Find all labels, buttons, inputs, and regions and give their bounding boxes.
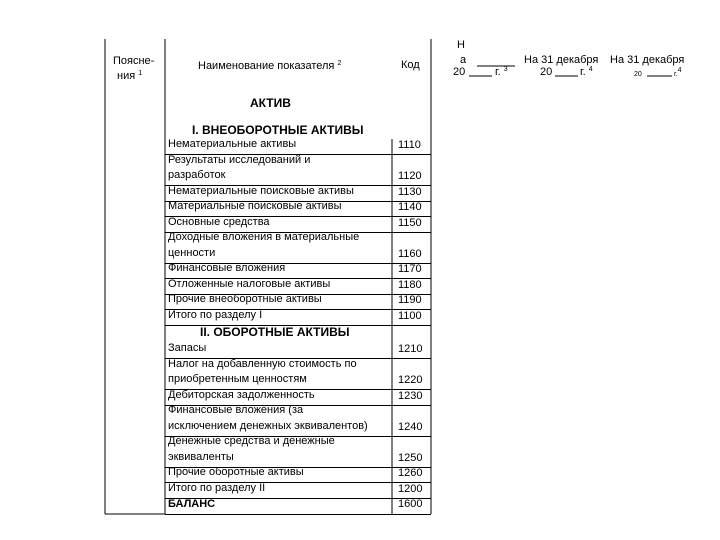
row-code: 1200 (398, 482, 423, 495)
date3-header-year: 20 (634, 71, 642, 78)
date2-header-year: 20 (540, 66, 553, 78)
row-label: Дебиторская задолженность (168, 388, 315, 401)
notes-header-line1: Поясне- (113, 55, 155, 67)
row-code: 1120 (398, 170, 422, 182)
row-code: 1250 (398, 451, 423, 464)
row-code: 1170 (398, 263, 422, 275)
row-label: Доходные вложения в материальные (168, 231, 360, 243)
total-label: БАЛАНС (168, 498, 216, 510)
date3-header-line1: На 31 декабря (610, 54, 685, 66)
row-label: Нематериальные поисковые активы (168, 184, 354, 197)
row-label: разработок (168, 169, 226, 181)
row-label: Финансовые вложения (168, 262, 286, 274)
row-label: ценности (168, 246, 216, 259)
row-label: Прочие оборотные активы (168, 466, 304, 478)
row-code: 1220 (398, 374, 423, 386)
asset-title: АКТИВ (250, 96, 291, 110)
row-label: Запасы (168, 342, 207, 354)
row-code: 1180 (398, 278, 422, 291)
row-code: 1190 (398, 294, 422, 306)
row-code: 1230 (398, 389, 423, 402)
row-code: 1240 (398, 420, 423, 433)
row-label: Денежные средства и денежные (168, 435, 335, 447)
row-label: Налог на добавленную стоимость по (168, 357, 357, 370)
date1-header-line2: а (460, 54, 467, 66)
code-header: Код (401, 59, 420, 71)
name-header: Наименование показателя $^2$ (198, 60, 342, 72)
notes-header-line2: ния $^1$ (117, 70, 143, 82)
date2-header-suffix: г. $^4$ (580, 66, 593, 78)
row-code: 1150 (398, 216, 422, 229)
row-label: Материальные поисковые активы (168, 200, 342, 212)
row-label: приобретенным ценностям (168, 373, 307, 385)
section2-title: II. ОБОРОТНЫЕ АКТИВЫ (200, 325, 350, 339)
row-label: Нематериальные активы (168, 138, 297, 150)
date3-header-suffix: г.$^4$ (674, 67, 682, 78)
row-label: Прочие внеоборотные активы (168, 293, 322, 305)
date1-header-line1: Н (457, 39, 465, 51)
row-label: Итого по разделу II (168, 481, 266, 494)
row-label: Основные средства (168, 215, 270, 228)
date2-header-line1: На 31 декабря (524, 54, 599, 66)
row-code: 1140 (398, 201, 422, 213)
section1-title: I. ВНЕОБОРОТНЫЕ АКТИВЫ (192, 123, 364, 137)
row-label: Результаты исследований и (168, 153, 311, 166)
row-label: Финансовые вложения (за (168, 404, 304, 416)
row-code: 1110 (398, 139, 421, 151)
row-code: 1100 (398, 309, 422, 322)
row-code: 1260 (398, 467, 423, 479)
row-code: 1210 (398, 343, 423, 355)
date1-header-suffix: г. $^3$ (495, 66, 508, 78)
total-code: 1600 (398, 498, 423, 510)
row-code: 1160 (398, 247, 422, 260)
date1-header-year: 20 (453, 66, 466, 78)
row-label: Отложенные налоговые активы (168, 277, 331, 290)
row-label: Итого по разделу I (168, 308, 263, 321)
row-label: исключением денежных эквивалентов) (168, 419, 368, 432)
row-code: 1130 (398, 185, 422, 198)
row-label: эквиваленты (168, 450, 234, 463)
